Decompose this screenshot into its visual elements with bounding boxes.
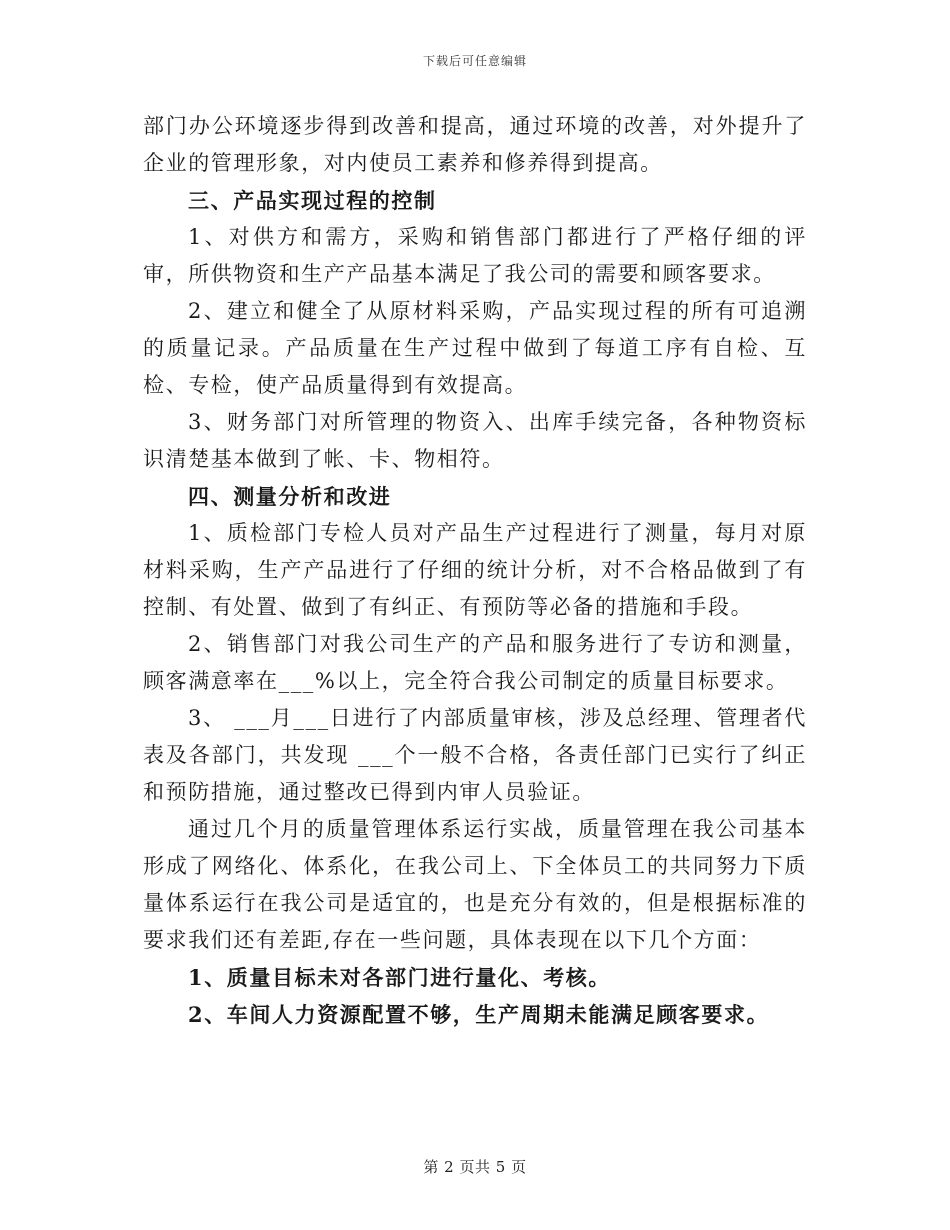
page-footer: 第 2 页共 5 页 [423, 1158, 527, 1176]
paragraph-customer-satisfaction: 2、销售部门对我公司生产的产品和服务进行了专访和测量，顾客满意率在___%以上，完全符合我公司制定的质量目标要求。 [143, 632, 807, 693]
issue-item-1: 1、质量目标未对各部门进行量化、考核。 [188, 965, 612, 990]
paragraph-qc-measurement: 1、质检部门专检人员对产品生产过程进行了测量，每月对原材料采购，生产产品进行了仔细的统计分析，对不合格品做到了有控制、有处置、做到了有纠正、有预防等必备的措施和手段。 [143, 521, 807, 619]
paragraph-env-improvement: 部门办公环境逐步得到改善和提高，通过环境的改善，对外提升了企业的管理形象，对内使员工素养和修养得到提高。 [143, 114, 807, 175]
paragraph-internal-audit: 3、 ___月___日进行了内部质量审核，涉及总经理、管理者代表及各部门，共发现 ___个一般不合格，各责任部门已实行了纠正和预防措施，通过整改已得到内审人员验证。 [143, 706, 807, 804]
heading-product-realization: 三、产品实现过程的控制 [188, 188, 437, 213]
page-header: 下载后可任意编辑 [422, 54, 527, 68]
document-body [143, 108, 807, 1033]
paragraph-quality-records: 2、建立和健全了从原材料采购，产品实现过程的所有可追溯的质量记录。产品质量在生产过程中做到了每道工序有自检、互检、专检，使产品质量得到有效提高。 [143, 299, 807, 397]
heading-measurement-analysis: 四、测量分析和改进 [188, 484, 392, 509]
paragraph-summary: 通过几个月的质量管理体系运行实战，质量管理在我公司基本形成了网络化、体系化，在我公司上、下全体员工的共同努力下质量体系运行在我公司是适宜的，也是充分有效的，但是根据标准的要求我们还有差距,存在一些问题，具体表现在以下几个方面： [143, 817, 807, 952]
paragraph-supplier-review: 1、对供方和需方，采购和销售部门都进行了严格仔细的评审，所供物资和生产产品基本满足了我公司的需要和顾客要求。 [143, 225, 807, 286]
paragraph-finance-inventory: 3、财务部门对所管理的物资入、出库手续完备，各种物资标识清楚基本做到了帐、卡、物相符。 [143, 410, 807, 471]
issue-item-2: 2、车间人力资源配置不够，生产周期未能满足顾客要求。 [188, 1002, 770, 1027]
